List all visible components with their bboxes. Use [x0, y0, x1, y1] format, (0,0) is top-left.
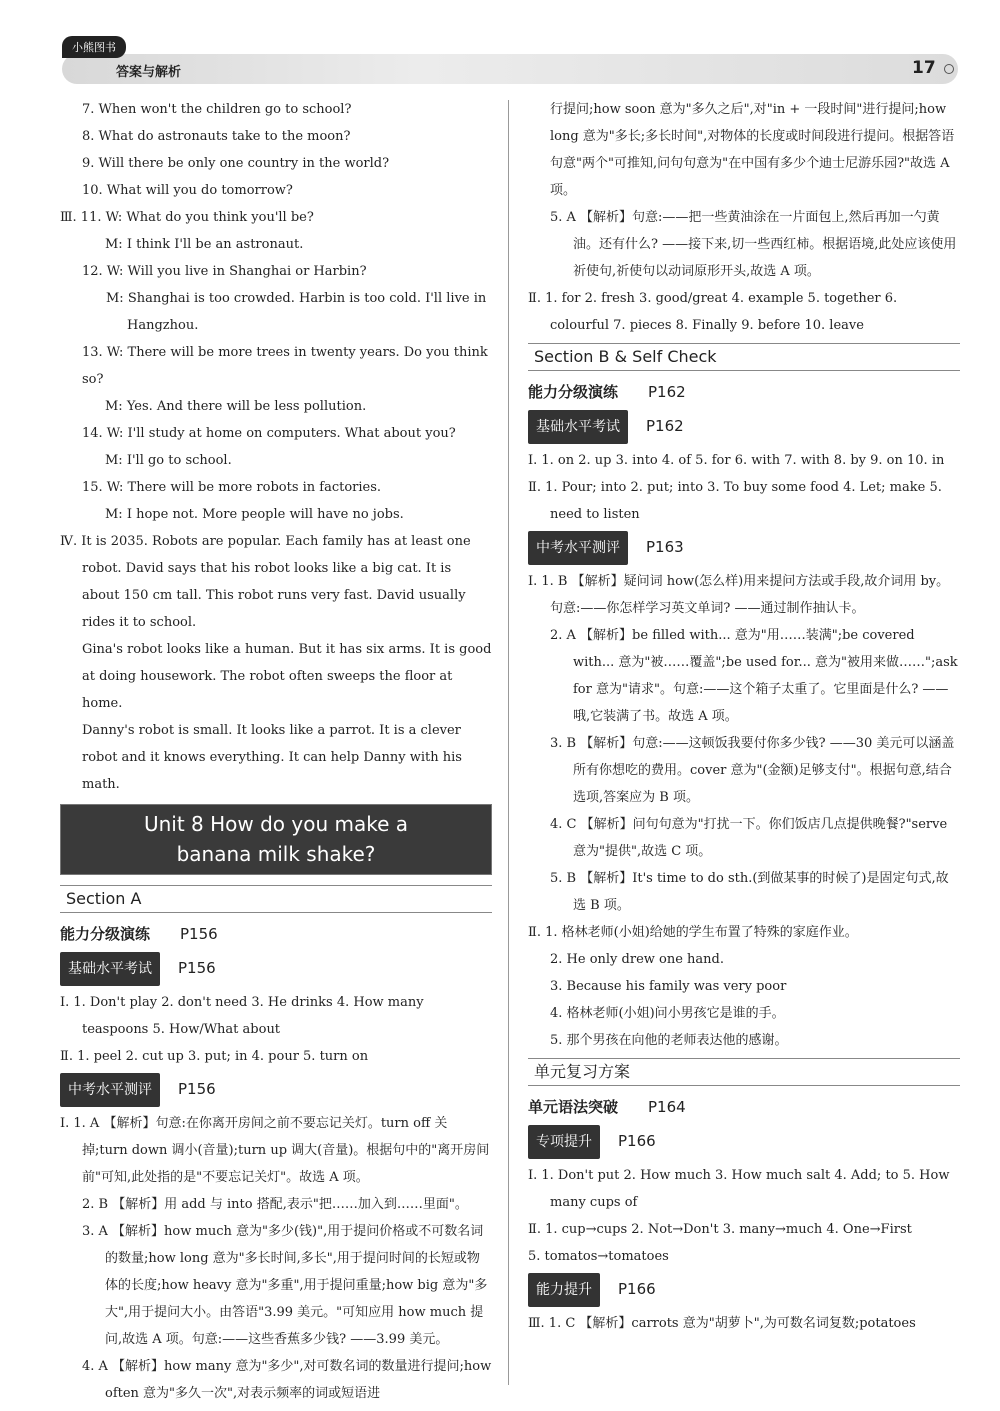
level-tag: 中考水平测评: [60, 1073, 160, 1107]
answer-line: 5. 那个男孩在向他的老师表达他的感谢。: [550, 1033, 788, 1048]
dialog-line: 14. W: I'll study at home on computers. What about you?: [82, 426, 456, 441]
explanation: Ⅰ. 1. A 【解析】句意:在你离开房间之前不要忘记关灯。turn off 关掉;turn down 调小(音量);turn up 调大(音量)。根据句中的"离开房间前"可知,此处指的是"不要忘记关灯"。故选 A 项。: [60, 1116, 490, 1185]
explanation: 5. A 【解析】句意:——把一些黄油涂在一片面包上,然后再加一勺黄油。还有什么? ——接下来,切一些西红柿。根据语境,此处应该使用祈使句,祈使句以动词原形开头,故选 A 项。: [550, 210, 957, 279]
explanation: 3. A 【解析】how much 意为"多少(钱)",用于提问价格或不可数名词的数量;how long 意为"多长时间,多长",用于提问时间的长短或物体的长度;how heavy 意为"多重",用于提问重量;how big 意为"多大",用于提问大小。由答语"3.99 美元。"可知应用 how much 提问,故选 A 项。句意:——这些香蕉多少钱? ——3.99 美元。: [82, 1224, 488, 1347]
answer-line: Ⅰ. 1. Don't put 2. How much 3. How much salt 4. Add; to 5. How many cups of: [528, 1168, 950, 1210]
dialog-line: M: I'll go to school.: [105, 453, 232, 468]
dialog-line: M: I hope not. More people will have no jobs.: [105, 507, 404, 522]
header-title: 答案与解析: [116, 65, 182, 80]
page-dot-icon: [944, 64, 954, 74]
page-ref: P156: [178, 1080, 216, 1098]
right-column: [528, 96, 960, 1337]
level-tag: 基础水平考试: [60, 952, 160, 986]
tag-row: [60, 1070, 492, 1110]
tag-row: [528, 528, 960, 568]
dialog-line: 13. W: There will be more trees in twenty years. Do you think so?: [82, 345, 488, 387]
page-ref: P162: [646, 417, 684, 435]
answer-line: Ⅱ. 1. peel 2. cut up 3. put; in 4. pour 5. turn on: [60, 1049, 369, 1064]
passage-paragraph: Danny's robot is small. It looks like a parrot. It is a clever robot and it knows everything. It can help Danny with his math.: [82, 723, 462, 792]
page-ref: P166: [618, 1280, 656, 1298]
dialog-line: M: Shanghai is too crowded. Harbin is too cold. I'll live in Hangzhou.: [106, 291, 487, 333]
explanation: 3. B 【解析】句意:——这顿饭我要付你多少钱? ——30 美元可以涵盖所有你想吃的费用。cover 意为"(金额)足够支付"。根据句意,结合选项,答案应为 B 项。: [550, 736, 955, 805]
answer-line: 4. 格林老师(小姐)问小男孩它是谁的手。: [550, 1006, 785, 1021]
passage-paragraph: Gina's robot looks like a human. But it has six arms. It is good at doing housework. The robot often sweeps the floor at home.: [82, 642, 492, 711]
page-ref: P156: [180, 925, 218, 943]
answer-line: Ⅱ. 1. 格林老师(小姐)给她的学生布置了特殊的家庭作业。: [528, 925, 858, 940]
explanation: 5. B 【解析】It's time to do sth.(到做某事的时候了)是固定句式,故选 B 项。: [550, 871, 949, 913]
unit-title-line: banana milk shake?: [176, 842, 376, 866]
explanation: 2. B 【解析】用 add 与 into 搭配,表示"把……加入到……里面"。: [82, 1197, 468, 1212]
practice-heading-label: 能力分级演练: [60, 925, 151, 943]
practice-heading: [528, 377, 960, 407]
explanation: 2. A 【解析】be filled with... 意为"用……装满";be covered with... 意为"被……覆盖";be used for... 意为"被用来做……";ask for 意为"请求"。句意:——这个箱子太重了。它里面是什么? ——哦,它装满了书。故选 A 项。: [550, 628, 958, 724]
unit-banner: [60, 804, 492, 875]
left-column: [60, 96, 492, 1407]
level-tag: 专项提升: [528, 1125, 600, 1159]
practice-heading-label: 单元语法突破: [528, 1098, 619, 1116]
tag-row: [528, 1122, 960, 1162]
passage-paragraph: Ⅳ. It is 2035. Robots are popular. Each family has at least one robot. David says that his robot looks like a big cat. It is about 150 cm tall. This robot runs very fast. David usually rides it to school.: [60, 534, 471, 630]
answer-line: 7. When won't the children go to school?: [82, 102, 352, 117]
page-header-bar: [62, 54, 958, 84]
answer-line: 3. Because his family was very poor: [550, 979, 787, 994]
answer-line: 9. Will there be only one country in the world?: [82, 156, 390, 171]
brand-logo: 小熊图书: [62, 36, 126, 58]
practice-heading-label: 能力分级演练: [528, 383, 619, 401]
tag-row: [528, 407, 960, 447]
answer-line: 5. tomatos→tomatoes: [528, 1249, 669, 1264]
dialog-line: M: Yes. And there will be less pollution.: [105, 399, 367, 414]
answer-line: Ⅱ. 1. cup→cups 2. Not→Don't 3. many→much 4. One→First: [528, 1222, 912, 1237]
unit-title-line: Unit 8 How do you make a: [143, 812, 409, 836]
dialog-line: M: I think I'll be an astronaut.: [105, 237, 304, 252]
page-ref: P162: [648, 383, 686, 401]
tag-row: [528, 1270, 960, 1310]
answer-line: Ⅱ. 1. Pour; into 2. put; into 3. To buy some food 4. Let; make 5. need to listen: [528, 480, 942, 522]
explanation: 4. C 【解析】问句句意为"打扰一下。你们饭店几点提供晚餐?"serve 意为"提供",故选 C 项。: [550, 817, 948, 859]
section-heading: Section B & Self Check: [528, 343, 960, 371]
column-divider: [508, 100, 509, 1385]
explanation: Ⅰ. 1. B 【解析】疑问词 how(怎么样)用来提问方法或手段,故介词用 by。句意:——你怎样学习英文单词? ——通过制作抽认卡。: [528, 574, 950, 616]
page-number: 17: [912, 58, 936, 78]
explanation: Ⅲ. 1. C 【解析】carrots 意为"胡萝卜",为可数名词复数;potatoes: [528, 1316, 916, 1331]
level-tag: 基础水平考试: [528, 410, 628, 444]
answer-line: 10. What will you do tomorrow?: [82, 183, 293, 198]
practice-heading: [60, 919, 492, 949]
practice-heading: [528, 1092, 960, 1122]
explanation: 4. A 【解析】how many 意为"多少",对可数名词的数量进行提问;how often 意为"多久一次",对表示频率的词或短语进: [82, 1359, 492, 1401]
page-ref: P166: [618, 1132, 656, 1150]
answer-line: Ⅰ. 1. Don't play 2. don't need 3. He drinks 4. How many teaspoons 5. How/What about: [60, 995, 424, 1037]
page-ref: P164: [648, 1098, 686, 1116]
level-tag: 能力提升: [528, 1273, 600, 1307]
answer-line: Ⅱ. 1. for 2. fresh 3. good/great 4. example 5. together 6. colourful 7. pieces 8. Finally 9. before 10. leave: [528, 291, 898, 333]
tag-row: [60, 949, 492, 989]
explanation: 行提问;how soon 意为"多久之后",对"in + 一段时间"进行提问;how long 意为"多长;多长时间",对物体的长度或时间段进行提问。根据答语句意"两个"可推知,问句句意为"在中国有多少个迪士尼游乐园?"故选 A 项。: [550, 102, 955, 198]
answer-line: 2. He only drew one hand.: [550, 952, 724, 967]
dialog-line: 12. W: Will you live in Shanghai or Harbin?: [82, 264, 367, 279]
dialog-line: Ⅲ. 11. W: What do you think you'll be?: [60, 210, 314, 225]
section-heading: 单元复习方案: [528, 1058, 960, 1086]
section-heading: Section A: [60, 885, 492, 913]
answer-line: Ⅰ. 1. on 2. up 3. into 4. of 5. for 6. with 7. with 8. by 9. on 10. in: [528, 453, 945, 468]
dialog-line: 15. W: There will be more robots in factories.: [82, 480, 382, 495]
level-tag: 中考水平测评: [528, 531, 628, 565]
page-ref: P156: [178, 959, 216, 977]
answer-line: 8. What do astronauts take to the moon?: [82, 129, 351, 144]
page-ref: P163: [646, 538, 684, 556]
